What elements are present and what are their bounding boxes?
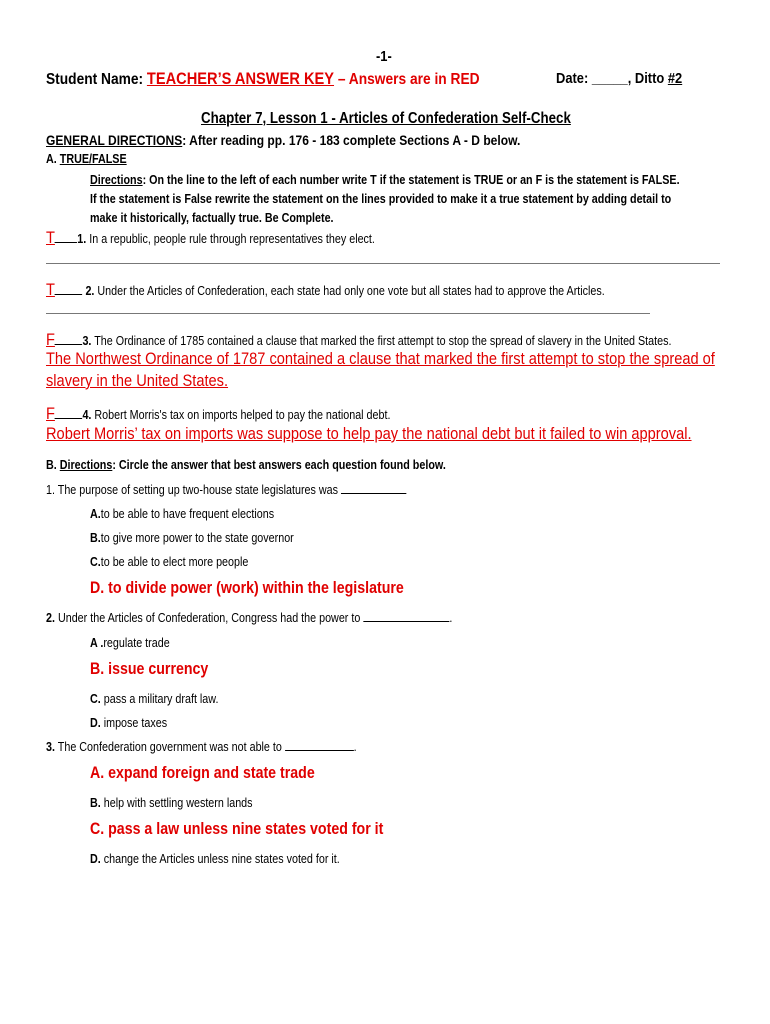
- tf-item-3: [46, 330, 671, 350]
- section-a-heading: [46, 152, 127, 166]
- q3-option-d-letter: D.: [90, 852, 101, 866]
- q2-stem-text: Under the Articles of Confederation, Congress had the power to: [54, 611, 364, 625]
- page-number: -1-: [376, 48, 392, 65]
- q1-option-a-text: to be able to have frequent elections: [100, 507, 275, 521]
- q2-option-c-text: pass a military draft law.: [100, 692, 219, 706]
- q1-option-b-letter: B.: [90, 531, 101, 545]
- answer-line: [46, 313, 650, 314]
- date-ditto: [556, 70, 682, 87]
- q3-option-b-letter: B.: [90, 796, 101, 810]
- answer-blank: [363, 621, 449, 622]
- tf-text-4: Robert Morris's tax on imports helped to pay the national debt.: [91, 408, 391, 422]
- q1-stem-text: 1. The purpose of setting up two-house state legislatures was: [46, 483, 342, 497]
- tf-correction-3-line1: The Northwest Ordinance of 1787 contained a clause that marked the first attempt to stop the spread of: [46, 349, 715, 368]
- section-a-directions-text1: : On the line to the left of each number write T if the statement is TRUE or an F is the statement is FALSE.: [142, 173, 680, 187]
- answer-blank: [55, 242, 77, 243]
- tf-item-1: [46, 228, 375, 248]
- q3-stem-text: The Confederation government was not able to: [54, 740, 285, 754]
- q1-option-c[interactable]: [90, 555, 248, 569]
- q2-option-d-letter: D.: [90, 716, 101, 730]
- q2-option-a[interactable]: [90, 636, 170, 650]
- section-b-directions-text: : Circle the answer that best answers each question found below.: [112, 458, 446, 472]
- q1-option-a-letter: A.: [90, 507, 101, 521]
- section-b-directions: [46, 458, 446, 472]
- section-a-directions: [90, 171, 680, 228]
- question-3-stem: 3. The Confederation government was not able to .: [46, 740, 357, 754]
- q1-option-d-answer[interactable]: D. to divide power (work) within the legislature: [90, 579, 404, 597]
- tf-item-2: [46, 280, 605, 300]
- question-1-stem: [46, 483, 406, 497]
- section-a-directions-line1: [90, 171, 680, 190]
- answer-blank: [55, 344, 83, 345]
- answer-blank: [341, 493, 406, 494]
- q2-option-b-answer[interactable]: B. issue currency: [90, 660, 209, 678]
- q3-option-b[interactable]: [90, 796, 253, 810]
- section-a-directions-line2: If the statement is False rewrite the statement on the lines provided to make it a true statement by adding detail to: [90, 192, 672, 206]
- q2-option-d[interactable]: [90, 716, 167, 730]
- tf-correction-4: Robert Morris’ tax on imports was suppose to help pay the national debt but it failed to win approval.: [46, 424, 692, 443]
- question-2-stem: 2. Under the Articles of Confederation, Congress had the power to .: [46, 611, 453, 625]
- section-a-directions-line3: make it historically, factually true. Be Complete.: [90, 211, 334, 225]
- q3-num: 3.: [46, 740, 55, 754]
- tf-answer-1: T: [46, 228, 55, 247]
- q3-option-a-answer[interactable]: A. expand foreign and state trade: [90, 764, 315, 782]
- general-directions: [46, 132, 520, 148]
- q1-option-b[interactable]: [90, 531, 294, 545]
- q2-option-a-letter: A .: [90, 636, 104, 650]
- answer-blank: [55, 418, 83, 419]
- q2-option-a-text: regulate trade: [103, 636, 170, 650]
- section-b-directions-label: Directions: [59, 458, 113, 472]
- page-title: Chapter 7, Lesson 1 - Articles of Confederation Self-Check: [201, 110, 571, 127]
- q1-option-b-text: to give more power to the state governor: [100, 531, 294, 545]
- section-a-prefix: A.: [46, 152, 60, 166]
- tf-text-1: In a republic, people rule through representatives they elect.: [86, 232, 375, 246]
- tf-text-2: Under the Articles of Confederation, each state had only one vote but all states had to approve the Articles.: [94, 284, 605, 298]
- q3-option-b-text: help with settling western lands: [100, 796, 253, 810]
- tf-num-1: 1.: [77, 232, 87, 246]
- general-directions-text: : After reading pp. 176 - 183 complete Sections A - D below.: [182, 132, 521, 148]
- tf-text-3: The Ordinance of 1785 contained a clause that marked the first attempt to stop the spread of slavery in the United States.: [91, 334, 672, 348]
- section-a-title: TRUE/FALSE: [59, 152, 127, 166]
- q3-option-d[interactable]: [90, 852, 340, 866]
- student-name-value: TEACHER’S ANSWER KEY: [146, 69, 335, 88]
- answer-line: [46, 263, 720, 264]
- ditto-number: #2: [667, 70, 683, 87]
- q2-option-d-text: impose taxes: [100, 716, 168, 730]
- date-label: Date: _____, Ditto: [556, 70, 668, 87]
- student-name-suffix: – Answers are in RED: [334, 71, 480, 88]
- answer-blank: [55, 294, 83, 295]
- student-name-line: [46, 69, 480, 89]
- tf-answer-3: F: [46, 330, 55, 349]
- tf-correction-3-line2: slavery in the United States.: [46, 371, 229, 390]
- tf-num-4: 4.: [82, 408, 92, 422]
- student-name-label: Student Name:: [46, 71, 147, 88]
- q1-option-c-letter: C.: [90, 555, 101, 569]
- tf-num-2: 2.: [85, 284, 95, 298]
- answer-blank: [285, 750, 354, 751]
- tf-answer-4: F: [46, 404, 55, 423]
- tf-num-3: 3.: [82, 334, 92, 348]
- q1-option-c-text: to be able to elect more people: [100, 555, 249, 569]
- q2-option-c-letter: C.: [90, 692, 101, 706]
- q1-option-a[interactable]: [90, 507, 274, 521]
- tf-item-4: [46, 404, 390, 424]
- section-b-prefix: B.: [46, 458, 60, 472]
- general-directions-label: GENERAL DIRECTIONS: [46, 132, 183, 148]
- q2-option-c[interactable]: [90, 692, 218, 706]
- q2-num: 2.: [46, 611, 55, 625]
- tf-correction-3: [46, 348, 715, 392]
- q3-option-d-text: change the Articles unless nine states voted for it.: [100, 852, 340, 866]
- section-a-directions-label: Directions: [90, 173, 143, 187]
- tf-answer-2: T: [46, 280, 55, 299]
- q3-option-c-answer[interactable]: C. pass a law unless nine states voted for it: [90, 820, 384, 838]
